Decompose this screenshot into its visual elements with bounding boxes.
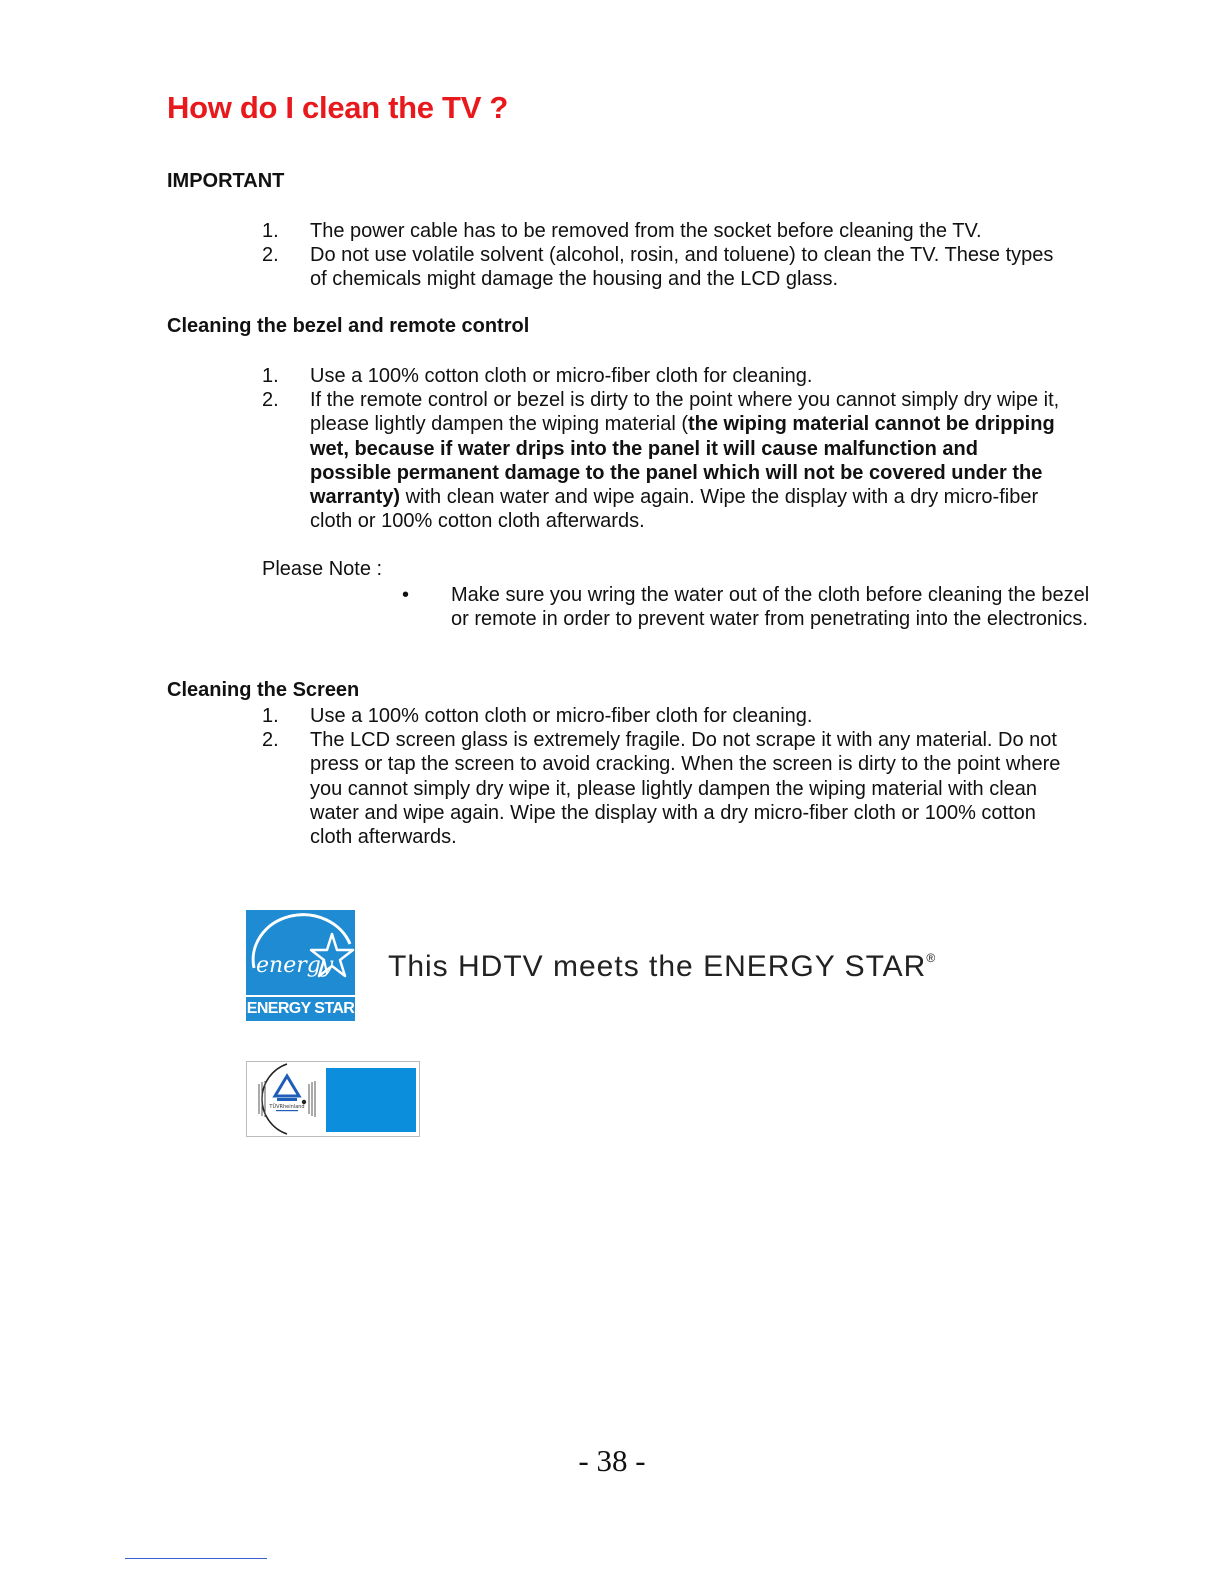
registered-mark: ® <box>926 951 936 965</box>
screen-list <box>262 704 1062 849</box>
important-heading: IMPORTANT <box>167 170 285 192</box>
energy-star-icon <box>246 910 355 996</box>
list-number: 2. <box>262 389 279 412</box>
list-number: 1. <box>262 705 279 727</box>
bezel-heading: Cleaning the bezel and remote control <box>167 315 530 337</box>
tuv-blue-panel <box>326 1068 416 1132</box>
list-text: The power cable has to be removed from the socket before cleaning the TV. <box>310 220 982 242</box>
energy-star-label: ENERGY STAR <box>246 995 355 1021</box>
list-item <box>262 704 1062 728</box>
list-number: 2. <box>262 244 279 267</box>
screen-heading: Cleaning the Screen <box>167 679 360 701</box>
list-item <box>262 364 1062 388</box>
warranty-warning: the wiping material cannot be dripping wet, because if water drips into the panel it will cause malfunction and possible permanent damage to the panel which will not be covered under the warranty) <box>310 413 1055 509</box>
list-item <box>262 388 1062 533</box>
bullet-icon: • <box>402 584 410 606</box>
tuv-text: TÜVRheinland <box>269 1104 305 1110</box>
important-list <box>262 219 1062 292</box>
note-text: Make sure you wring the water out of the cloth before cleaning the bezel or remote in order to prevent water from penetrating into the electronics. <box>451 584 1090 631</box>
list-text-after: with clean water and wipe again. Wipe the display with a dry micro-fiber cloth or 100% cotton cloth afterwards. <box>310 486 1039 533</box>
note-bullet-item <box>400 583 1101 631</box>
tuv-icon <box>247 1062 327 1136</box>
note-label: Please Note : <box>262 558 383 580</box>
list-item <box>262 243 1062 291</box>
bezel-list <box>262 364 1062 533</box>
page-number: - 38 - <box>578 1443 646 1478</box>
footer-line <box>125 1558 267 1559</box>
energy-script: energy <box>256 953 334 978</box>
list-item <box>262 728 1062 849</box>
list-item <box>262 219 1062 243</box>
list-text: Use a 100% cotton cloth or micro-fiber cloth for cleaning. <box>310 705 813 727</box>
page-title: How do I clean the TV ? <box>167 90 509 125</box>
tuv-certification-logo <box>246 1061 420 1137</box>
energy-star-statement: This HDTV meets the ENERGY STAR® <box>388 950 936 983</box>
list-number: 2. <box>262 729 279 752</box>
list-text: The LCD screen glass is extremely fragile. Do not scrape it with any material. Do not press or tap the screen to avoid cracking. When the screen is dirty to the point where you cannot simply dry wipe it, please lightly dampen the wiping material with clean water and wipe again. Wipe the display with a dry micro-fiber cloth or 100% cotton cloth afterwards. <box>310 729 1061 849</box>
list-text-before: If the remote control or bezel is dirty to the point where you cannot simply dry wipe it, please lightly dampen the wiping material ( <box>310 389 1060 436</box>
list-text: Use a 100% cotton cloth or micro-fiber cloth for cleaning. <box>310 365 813 387</box>
list-number: 1. <box>262 365 279 387</box>
energy-star-logo <box>246 910 355 1021</box>
list-text: Do not use volatile solvent (alcohol, rosin, and toluene) to clean the TV. These types of chemicals might damage the housing and the LCD glass. <box>310 244 1054 291</box>
list-number: 1. <box>262 220 279 242</box>
